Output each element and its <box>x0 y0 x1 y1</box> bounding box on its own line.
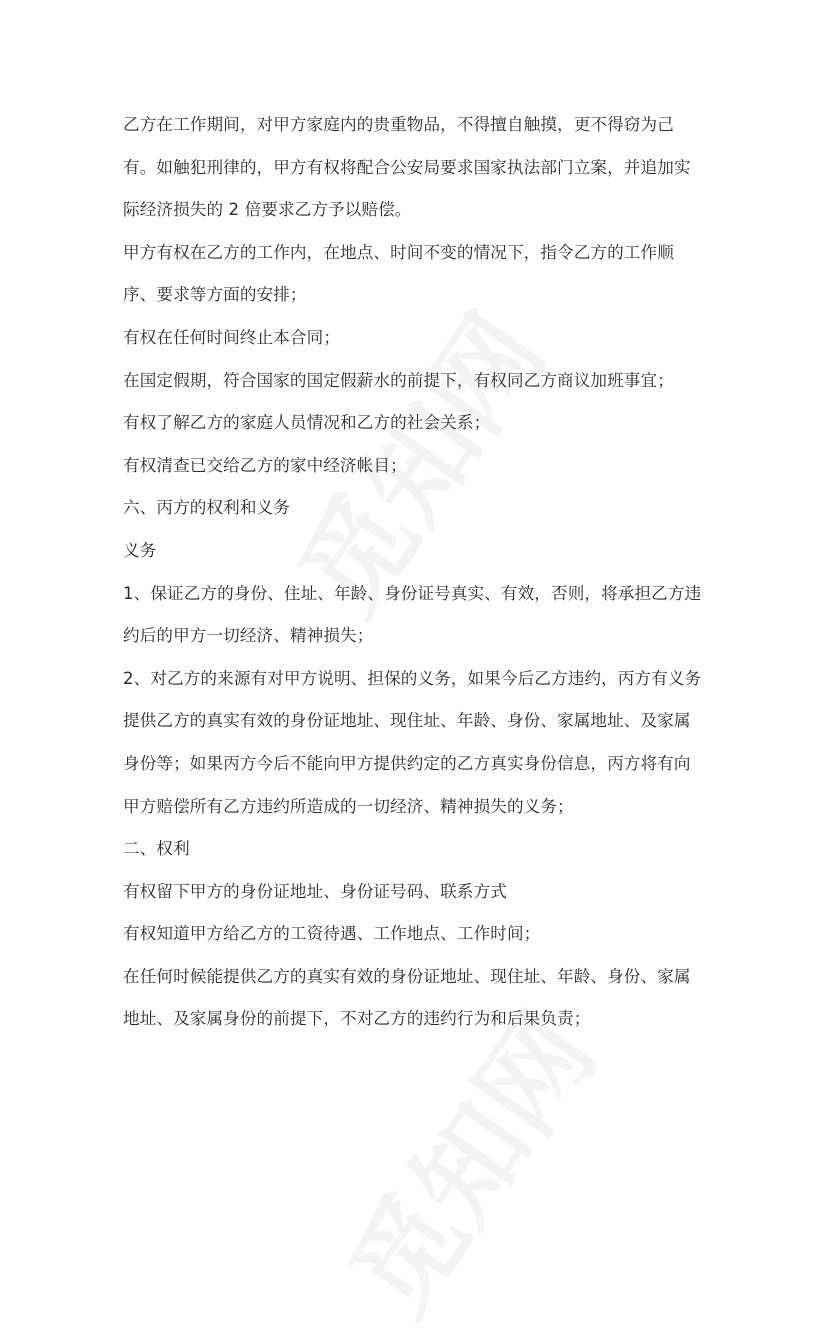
paragraph-line: 甲方有权在乙方的工作内，在地点、时间不变的情况下，指令乙方的工作顺 <box>123 242 674 262</box>
paragraph-line: 有权留下甲方的身份证地址、身份证号码、联系方式 <box>123 881 507 901</box>
paragraph-line: 在国定假期，符合国家的国定假薪水的前提下，有权同乙方商议加班事宜； <box>123 370 674 390</box>
paragraph-line: 际经济损失的 2 倍要求乙方予以赔偿。 <box>123 200 412 220</box>
paragraph-line: 2、对乙方的来源有对甲方说明、担保的义务，如果今后乙方违约，丙方有义务 <box>123 668 702 688</box>
paragraph-line: 提供乙方的真实有效的身份证地址、现住址、年龄、身份、家属地址、及家属 <box>123 711 691 731</box>
paragraph-line: 甲方赔偿所有乙方违约所造成的一切经济、精神损失的义务； <box>123 796 574 816</box>
subsection-heading: 义务 <box>123 540 157 560</box>
paragraph-line: 有权了解乙方的家庭人员情况和乙方的社会关系； <box>123 413 491 433</box>
paragraph-line: 有权知道甲方给乙方的工资待遇、工作地点、工作时间； <box>123 924 541 944</box>
paragraph-line: 在任何时候能提供乙方的真实有效的身份证地址、现住址、年龄、身份、家属 <box>123 966 691 986</box>
paragraph-line: 有权清查已交给乙方的家中经济帐目； <box>123 455 407 475</box>
paragraph-line: 地址、及家属身份的前提下，不对乙方的违约行为和后果负责； <box>123 1009 591 1029</box>
subsection-heading: 二、权利 <box>123 839 190 859</box>
paragraph-line: 序、要求等方面的安排； <box>123 285 307 305</box>
paragraph-line: 有。如触犯刑律的，甲方有权将配合公安局要求国家执法部门立案，并追加实 <box>123 157 691 177</box>
paragraph-line: 身份等；如果丙方今后不能向甲方提供约定的乙方真实身份信息，丙方将有向 <box>123 753 691 773</box>
section-heading: 六、丙方的权利和义务 <box>123 498 290 518</box>
paragraph-line: 1、保证乙方的身份、住址、年龄、身份证号真实、有效，否则，将承担乙方违 <box>123 583 702 603</box>
paragraph-line: 乙方在工作期间，对甲方家庭内的贵重物品，不得擅自触摸，更不得窃为己 <box>123 115 674 134</box>
paragraph-line: 约后的甲方一切经济、精神损失； <box>123 626 374 646</box>
document-body <box>123 104 723 1041</box>
paragraph-line: 有权在任何时间终止本合同； <box>123 327 341 347</box>
